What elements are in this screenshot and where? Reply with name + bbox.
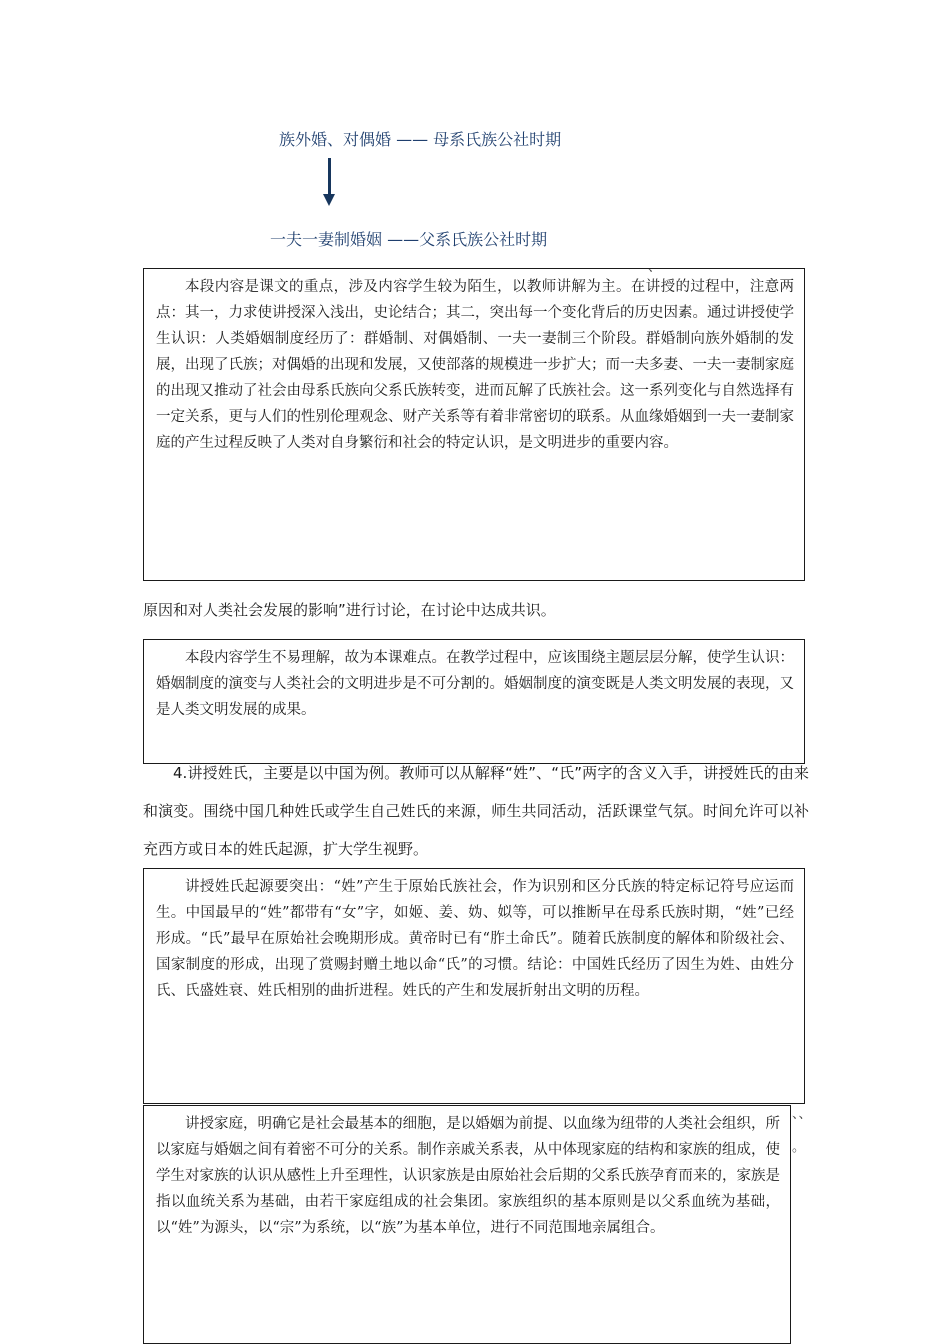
margin-mark: 、 (648, 260, 662, 275)
body-paragraph-discussion: 原因和对人类社会发展的影响”进行讨论，在讨论中达成共识。 (143, 601, 556, 619)
body-paragraph-surnames: 4.讲授姓氏，主要是以中国为例。教师可以从解释“姓”、“氏”两字的含义入手，讲授姓氏的由来和演变。围绕中国几种姓氏或学生自己姓氏的来源，师生共同活动，活跃课堂气氛。时间允许可以补充西方或日本的姓氏起源，扩大学生视野。 (143, 764, 809, 858)
note-text: 讲授家庭，明确它是社会最基本的细胞，是以婚姻为前提、以血缘为纽带的人类社会组织，所以家庭与婚姻之间有着密不可分的关系。制作亲戚关系表，从中体现家庭的结构和家族的组成，使学生对家族的认识从感性上升至理性，认识家族是由原始社会后期的父系氏族孕育而来的，家族是指以血统关系为基础，由若干家庭组成的社会集团。家族组织的基本原则是以父系血统为基础，以“姓”为源头，以“宗”为系统，以“族”为基本单位，进行不同范围地亲属组合。 (156, 1116, 780, 1236)
down-arrow-icon (328, 158, 331, 196)
note-text: 本段内容是课文的重点，涉及内容学生较为陌生，以教师讲解为主。在讲授的过程中，注意两点：其一，力求使讲授深入浅出，史论结合；其二，突出每一个变化背后的历史因素。通过讲授使学生认识：人类婚姻制度经历了：群婚制、对偶婚制、一夫一妻制三个阶段。群婚制向族外婚制的发展，出现了氏族；对偶婚的出现和发展，又使部落的规模进一步扩大；而一夫多妻、一夫一妻制家庭的出现又推动了社会由母系氏族向父系氏族转变，进而瓦解了氏族社会。这一系列变化与自然选择有一定关系，更与人们的性别伦理观念、财产关系等有着非常密切的联系。从血缘婚姻到一夫一妻制家庭的产生过程反映了人类对自身繁衍和社会的特定认识，是文明进步的重要内容。 (156, 279, 794, 451)
note-text: 讲授姓氏起源要突出：“姓”产生于原始氏族社会，作为识别和区分氏族的特定标记符号应运而生。中国最早的“姓”都带有“女”字，如姬、姜、妫、姒等，可以推断早在母系氏族时期，“姓”已经形成。“氏”最早在原始社会晚期形成。黄帝时已有“胙土命氏”。随着氏族制度的解体和阶级社会、国家制度的形成，出现了赏赐封赠土地以命“氏”的习惯。结论：中国姓氏经历了因生为姓、由姓分氏、氏盛姓衰、姓氏相别的曲折进程。姓氏的产生和发展折射出文明的历程。 (156, 879, 794, 999)
note-box-difficult-point (143, 639, 805, 764)
diagram-matrilineal-line: 族外婚、对偶婚 —— 母系氏族公社时期 (279, 130, 562, 149)
down-arrow-head-icon (323, 194, 335, 206)
margin-mark: 。 (792, 1140, 806, 1155)
note-box-marriage-system (143, 268, 805, 581)
note-box-family (143, 1105, 791, 1344)
diagram-patrilineal-line: 一夫一妻制婚姻 ——父系氏族公社时期 (270, 230, 548, 249)
margin-mark: 、、 (792, 1107, 812, 1122)
note-box-surname-origin (143, 868, 805, 1104)
note-text: 本段内容学生不易理解，故为本课难点。在教学过程中，应该围绕主题层层分解，使学生认识：婚姻制度的演变与人类社会的文明进步是不可分割的。婚姻制度的演变既是人类文明发展的表现，又是人类文明发展的成果。 (156, 650, 794, 718)
